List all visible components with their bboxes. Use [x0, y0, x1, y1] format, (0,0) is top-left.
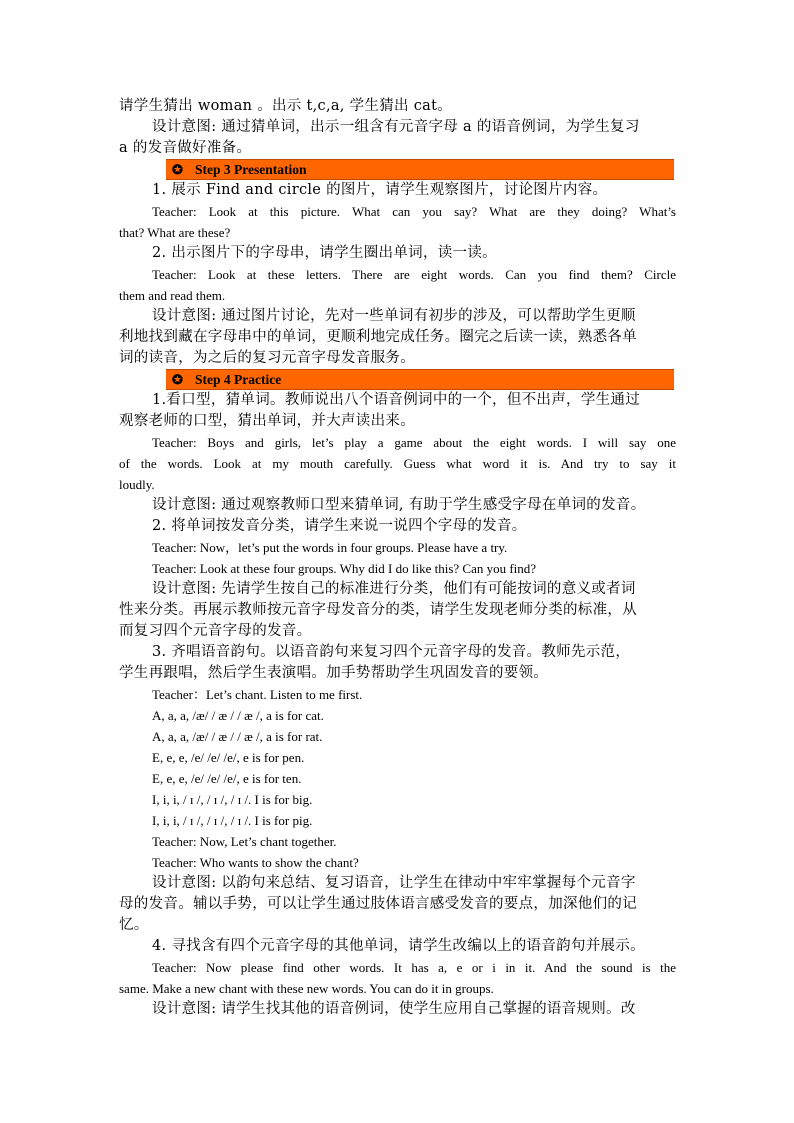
teacher-line: Teacher: Look at these letters. There are eight words. Can you find them? Circle	[152, 267, 676, 282]
teacher-line: Teacher: Look at this picture. What can you say? What are they doing? What’s	[152, 204, 676, 219]
chant-line: I, i, i, / ɪ /, / ɪ /, / ɪ /. I is for big.	[152, 792, 313, 807]
step-3-label: Step 3 Presentation	[195, 162, 307, 177]
text-line: loudly.	[119, 477, 155, 492]
step-4-label: Step 4 Practice	[195, 372, 282, 387]
text-line: 词的读音，为之后的复习元音字母发音服务。	[119, 350, 415, 366]
text-line: a 的发音做好准备。	[119, 140, 252, 156]
teacher-line: Teacher: Who wants to show the chant?	[152, 855, 359, 870]
text-line: of the words. Look at my mouth carefully. Guess what word it is. And try to say it	[119, 456, 676, 471]
circled-star-icon: ✪	[172, 162, 183, 177]
chant-line: A, a, a, /æ/ / æ / / æ /, a is for rat.	[152, 729, 323, 744]
teacher-line: Teacher: Look at these four groups. Why did I do like this? Can you find?	[152, 561, 537, 576]
teacher-line: Teacher: Boys and girls, let’s play a game about the eight words. I will say one	[152, 435, 676, 450]
teacher-line: Teacher：Let’s chant. Listen to me first.	[152, 687, 363, 702]
teacher-line: Teacher: Now, Let’s chant together.	[152, 834, 337, 849]
design-intent-line: 设计意图: 通过图片讨论，先对一些单词有初步的涉及，可以帮助学生更顺	[152, 308, 636, 324]
chant-line: I, i, i, / ɪ /, / ɪ /, / ɪ /. I is for pig.	[152, 813, 313, 828]
text-line: 4. 寻找含有四个元音字母的其他单词，请学生改编以上的语音韵句并展示。	[152, 938, 645, 954]
text-line: 母的发音。辅以手势，可以让学生通过肢体语言感受发音的要点，加深他们的记	[119, 896, 637, 912]
design-intent-line: 设计意图: 通过猜单词，出示一组含有元音字母 a 的语音例词，为学生复习	[152, 119, 640, 135]
chant-line: E, e, e, /e/ /e/ /e/, e is for pen.	[152, 750, 305, 765]
text-line: 性来分类。再展示教师按元音字母发音分的类，请学生发现老师分类的标准，从	[119, 602, 637, 618]
text-line: 1. 展示 Find and circle 的图片，请学生观察图片，讨论图片内容。	[152, 182, 608, 198]
text-line: 学生再跟唱，然后学生表演唱。加手势帮助学生巩固发音的要领。	[119, 665, 549, 681]
text-line: same. Make a new chant with these new words. You can do it in groups.	[119, 981, 494, 996]
design-intent-line: 设计意图: 先请学生按自己的标准进行分类，他们有可能按词的意义或者词	[152, 581, 636, 597]
text-line: 2. 将单词按发音分类，请学生来说一说四个字母的发音。	[152, 518, 527, 534]
text-line: 观察老师的口型，猜出单词，并大声读出来。	[119, 413, 415, 429]
chant-line: A, a, a, /æ/ / æ / / æ /, a is for cat.	[152, 708, 324, 723]
text-line: them and read them.	[119, 288, 226, 303]
text-line: 而复习四个元音字母的发音。	[119, 623, 312, 639]
text-line: 2. 出示图片下的字母串，请学生圈出单词，读一读。	[152, 245, 497, 261]
text-line: 忆。	[119, 917, 149, 933]
document-page	[119, 96, 676, 1020]
teacher-line: Teacher: Now，let’s put the words in four groups. Please have a try.	[152, 540, 508, 555]
text-line: 请学生猜出 woman 。出示 t,c,a, 学生猜出 cat。	[119, 98, 453, 114]
circled-star-icon: ✪	[172, 372, 183, 387]
design-intent-line: 设计意图: 以韵句来总结、复习语音，让学生在律动中牢牢掌握每个元音字	[152, 875, 636, 891]
text-line: 1.看口型，猜单词。教师说出八个语音例词中的一个，但不出声，学生通过	[152, 392, 641, 408]
text-line: that? What are these?	[119, 225, 231, 240]
text-line: 利地找到藏在字母串中的单词，更顺利地完成任务。圈完之后读一读，熟悉各单	[119, 329, 637, 345]
step-4-heading	[166, 369, 674, 390]
step-3-heading	[166, 159, 674, 180]
design-intent-line: 设计意图: 通过观察教师口型来猜单词, 有助于学生感受字母在单词的发音。	[152, 497, 646, 513]
chant-line: E, e, e, /e/ /e/ /e/, e is for ten.	[152, 771, 302, 786]
teacher-line: Teacher: Now please find other words. It has a, e or i in it. And the sound is the	[152, 960, 676, 975]
text-line: 3. 齐唱语音韵句。以语音韵句来复习四个元音字母的发音。教师先示范，	[152, 644, 631, 660]
design-intent-line: 设计意图: 请学生找其他的语音例词，使学生应用自己掌握的语音规则。改	[152, 1001, 636, 1017]
